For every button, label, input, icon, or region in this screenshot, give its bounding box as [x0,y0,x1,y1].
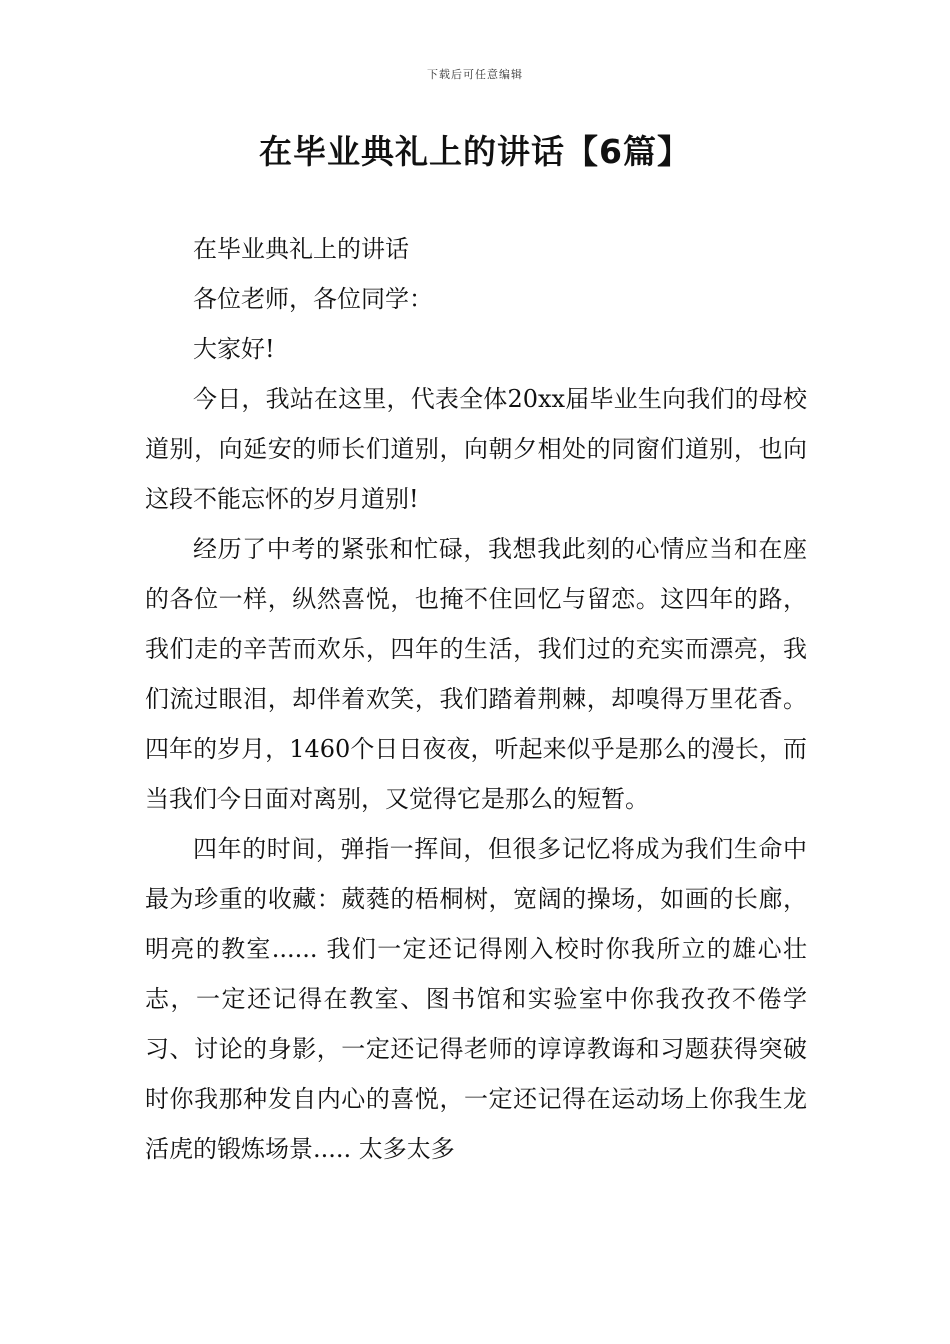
paragraph-four-years: 四年的时间，弹指一挥间，但很多记忆将成为我们生命中最为珍重的收藏：葳蕤的梧桐树，宽阔的操场，如画的长廊，明亮的教室...... 我们一定还记得刚入校时你我所立的雄心壮志，一定还记得在教室、图书馆和实验室中你我孜孜不倦学习、讨论的身影，一定还记得老师的谆谆教诲和习题获得突破时你我那种发自内心的喜悦，一定还记得在运动场上你我生龙活虎的锻炼场景..... 太多太多 [145,835,807,1163]
document-title: 在毕业典礼上的讲话【6篇】 [259,132,691,171]
document-body [145,224,807,1174]
header-note: 下载后可任意编辑 [427,68,523,81]
paragraph-memories: 经历了中考的紧张和忙碌，我想我此刻的心情应当和在座的各位一样，纵然喜悦，也掩不住回忆与留恋。这四年的路，我们走的辛苦而欢乐，四年的生活，我们过的充实而漂亮，我们流过眼泪，却伴着欢笑，我们踏着荆棘，却嗅得万里花香。四年的岁月，1460个日日夜夜，听起来似乎是那么的漫长，而当我们今日面对离别，又觉得它是那么的短暂。 [145,535,807,813]
salutation: 各位老师，各位同学： [193,285,433,313]
greeting: 大家好! [193,335,275,363]
paragraph-farewell: 今日，我站在这里，代表全体20xx届毕业生向我们的母校道别，向延安的师长们道别，向朝夕相处的同窗们道别，也向这段不能忘怀的岁月道别! [145,385,807,513]
speech-heading: 在毕业典礼上的讲话 [193,235,409,263]
